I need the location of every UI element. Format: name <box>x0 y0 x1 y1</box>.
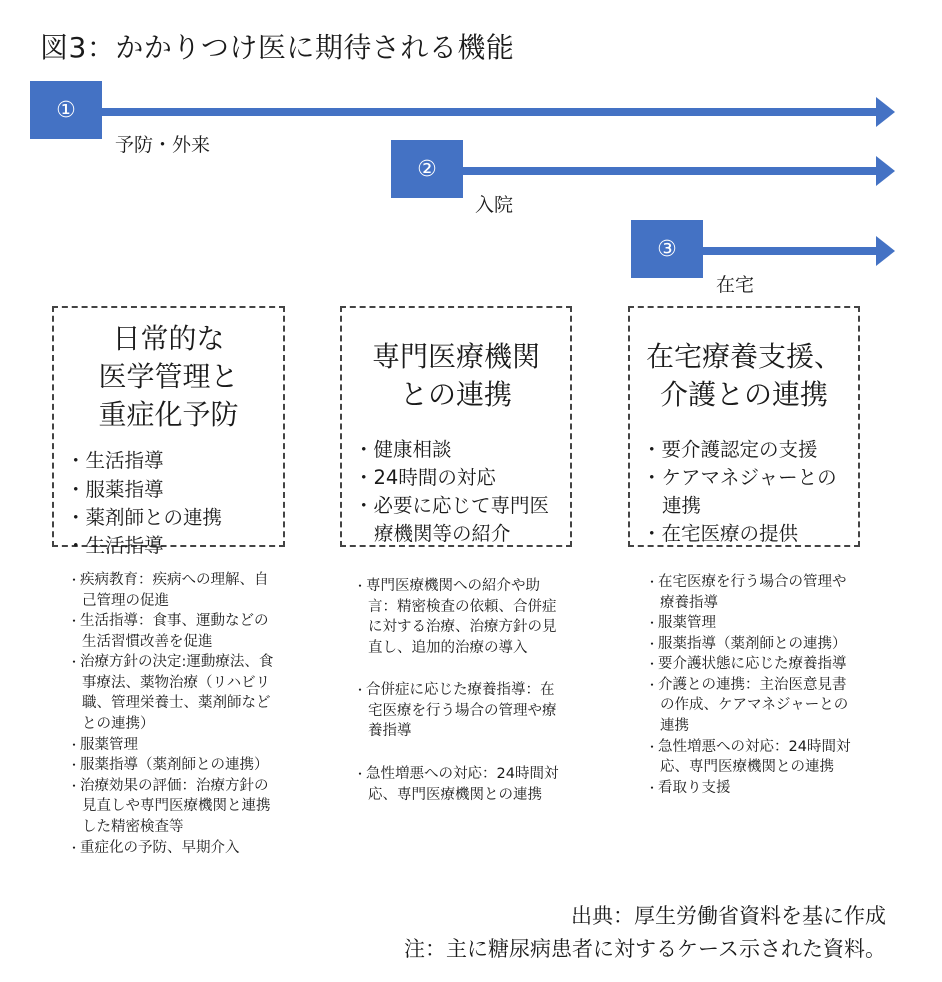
card-item: ・ 生活指導 <box>66 447 271 475</box>
card-item: ・ 必要に応じて専門医療機関等の紹介 <box>354 492 558 549</box>
card-title: 専門医療機関 との連携 <box>371 340 540 411</box>
phase-number-2: ② <box>417 156 437 182</box>
figure-title: 図3：かかりつけ医に期待される機能 <box>40 31 515 64</box>
card-item: ・ 薬剤師との連携 <box>66 504 271 532</box>
detail-item: ・ 要介護状態に応じた療養指導 <box>646 654 858 675</box>
phase-label-2: 入院 <box>475 194 514 216</box>
detail-item: ・ 治療効果の評価：治療方針の見直しや専門医療機関と連携した精密検査等 <box>68 776 280 838</box>
detail-list-daily-management <box>68 570 280 858</box>
detail-item: ・ 疾病教育：疾病への理解、自己管理の促進 <box>68 570 280 611</box>
card-item-list <box>354 436 558 549</box>
phase-number-3: ③ <box>657 236 677 262</box>
card-item: ・ 健康相談 <box>354 436 558 464</box>
detail-list-specialist-coordination <box>354 576 566 805</box>
function-card-home-care <box>628 306 860 547</box>
detail-item: ・ 急性増悪への対応：24時間対応、専門医療機関との連携 <box>354 764 566 805</box>
card-item: ・ ケアマネジャーとの連携 <box>642 464 846 521</box>
detail-item: ・ 治療方針の決定:運動療法、食事療法、薬物治療（リハビリ職、管理栄養士、薬剤師などとの連携） <box>68 652 280 734</box>
detail-item: ・ 看取り支援 <box>646 778 858 799</box>
footnote: 注：主に糖尿病患者に対するケース示された資料。 <box>404 937 886 961</box>
detail-item: ・ 服薬管理 <box>646 613 858 634</box>
phase-arrow-3 <box>700 236 900 266</box>
detail-item: ・ 服薬指導（薬剤師との連携） <box>646 634 858 655</box>
detail-item: ・ 専門医療機関への紹介や助言：精密検査の依頼、合併症に対する治療、治療方針の見直し、追加的治療の導入 <box>354 576 566 658</box>
phase-arrow-1 <box>100 97 900 127</box>
detail-list-home-care <box>646 572 858 798</box>
card-item: ・ 生活指導 <box>66 532 271 560</box>
detail-item: ・ 服薬指導（薬剤師との連携） <box>68 755 280 776</box>
card-item-list <box>642 436 846 549</box>
card-title: 在宅療養支援、 介護との連携 <box>645 340 842 411</box>
detail-item: ・ 急性増悪への対応：24時間対応、専門医療機関との連携 <box>646 737 858 778</box>
phase-label-3: 在宅 <box>716 274 755 296</box>
detail-item: ・ 服薬管理 <box>68 735 280 756</box>
detail-item: ・ 介護との連携：主治医意見書の作成、ケアマネジャーとの連携 <box>646 675 858 737</box>
phase-arrow-2 <box>460 156 900 186</box>
card-item: ・ 在宅医療の提供 <box>642 520 846 548</box>
source-note: 出典：厚生労働省資料を基に作成 <box>571 904 886 928</box>
detail-item: ・ 重症化の予防、早期介入 <box>68 838 280 859</box>
function-card-specialist-coordination <box>340 306 572 547</box>
phase-box-2 <box>391 140 463 198</box>
phase-box-3 <box>631 220 703 278</box>
card-item: ・ 要介護認定の支援 <box>642 436 846 464</box>
card-title: 日常的な 医学管理と 重症化予防 <box>98 322 239 431</box>
detail-item: ・ 在宅医療を行う場合の管理や療養指導 <box>646 572 858 613</box>
phase-number-1: ① <box>56 97 76 123</box>
detail-item: ・ 生活指導：食事、運動などの生活習慣改善を促進 <box>68 611 280 652</box>
function-card-daily-management <box>52 306 285 558</box>
card-item: ・ 服薬指導 <box>66 476 271 504</box>
phase-label-1: 予防・外来 <box>115 134 211 156</box>
card-item: ・ 24時間の対応 <box>354 464 558 492</box>
card-item-list <box>66 447 271 560</box>
detail-item: ・ 合併症に応じた療養指導：在宅医療を行う場合の管理や療養指導 <box>354 680 566 742</box>
phase-box-1 <box>30 81 102 139</box>
